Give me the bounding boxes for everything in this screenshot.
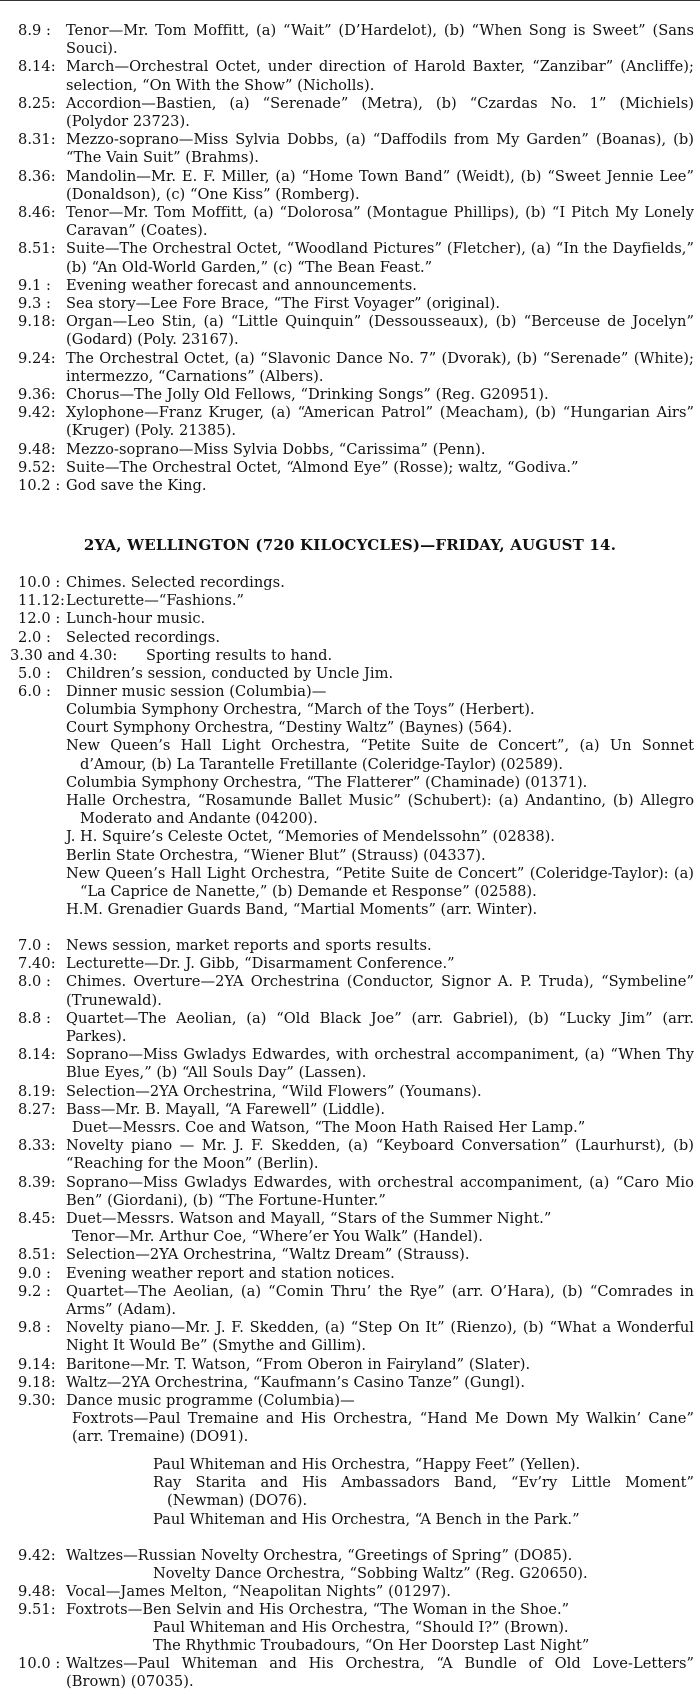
entry-time: 5.0 :	[18, 665, 52, 683]
dinner-music-list	[0, 701, 700, 919]
entry-text: Accordion—Bastien, (a) “Serenade” (Metra), (b) “Czardas No. 1” (Michiels) (Polydor 23723).	[66, 94, 694, 131]
entry-text: Tenor—Mr. Arthur Coe, “Where’er You Walk” (Handel).	[72, 1228, 483, 1246]
programme-section-2b	[0, 937, 700, 1447]
entry-time: 8.51:	[18, 240, 56, 258]
entry-time: 9.36:	[18, 386, 56, 404]
programme-entry	[0, 1046, 700, 1082]
entry-text: Foxtrots—Paul Tremaine and His Orchestra, “Hand Me Down My Walkin’ Cane” (arr. Tremaine) (DO91).	[72, 1410, 694, 1446]
entry-time: 8.25:	[18, 94, 56, 112]
entry-text: Dinner music session (Columbia)—	[66, 683, 327, 701]
entry-text: Lunch-hour music.	[66, 610, 206, 628]
entry-time: 8.31:	[18, 131, 56, 149]
entry-time: 8.51:	[18, 1246, 56, 1264]
programme-entry	[0, 58, 700, 94]
entry-time: 9.8 :	[18, 1319, 52, 1337]
sub-entry: Berlin State Orchestra, “Wiener Blut” (Strauss) (04337).	[66, 846, 486, 864]
sub-entry: Ray Starita and His Ambassadors Band, “Ev’ry Little Moment” (Newman) (DO76).	[153, 1474, 694, 1510]
programme-entry	[0, 1601, 700, 1619]
station-heading: 2YA, WELLINGTON (720 KILOCYCLES)—FRIDAY, AUGUST 14.	[83, 536, 617, 554]
entry-time: 9.14:	[18, 1355, 56, 1373]
entry-time: 9.18:	[18, 313, 56, 331]
programme-entry	[0, 1374, 700, 1392]
entry-text: Quartet—The Aeolian, (a) “Comin Thru’ the Rye” (arr. O’Hara), (b) “Comrades in Arms” (Adam).	[66, 1282, 694, 1319]
programme-entry	[0, 1319, 700, 1355]
entry-text: Evening weather report and station notices.	[66, 1264, 395, 1282]
entry-text: Chimes. Overture—2YA Orchestrina (Conductor, Signor A. P. Truda), “Symbeline” (Trunewald).	[66, 973, 694, 1009]
entry-time: 8.27:	[18, 1100, 56, 1118]
entry-time: 9.1 :	[18, 276, 52, 294]
sub-entry: Paul Whiteman and His Orchestra, “Should I?” (Brown).	[153, 1619, 569, 1636]
entry-text: Bass—Mr. B. Mayall, “A Farewell” (Liddle).	[66, 1100, 386, 1118]
entry-time: 9.0 :	[18, 1264, 52, 1282]
entry-text: Evening weather forecast and announcements.	[66, 276, 417, 294]
entry-time: 9.42:	[18, 404, 56, 422]
programme-entry	[0, 955, 700, 973]
entry-time: 9.24:	[18, 349, 56, 367]
entry-text: Chimes. Selected recordings.	[66, 574, 285, 591]
entry-time: 9.3 :	[18, 295, 52, 313]
entry-time: 8.8 :	[18, 1009, 52, 1027]
entry-text: Chorus—The Jolly Old Fellows, “Drinking Songs” (Reg. G20951).	[66, 386, 549, 404]
entry-time: 9.18:	[18, 1373, 56, 1391]
programme-entry	[0, 1101, 700, 1119]
entry-time: 7.0 :	[18, 937, 52, 954]
entry-time: 10.0 :	[18, 574, 61, 591]
sub-entry: Paul Whiteman and His Orchestra, “A Bench in the Park.”	[153, 1510, 580, 1528]
entry-time: 8.14:	[18, 58, 56, 76]
programme-entry	[0, 22, 700, 58]
entry-text: Waltzes—Paul Whiteman and His Orchestra, “A Bundle of Old Love-Letters” (Brown) (07035).	[66, 1655, 694, 1691]
programme-entry	[0, 1410, 700, 1446]
programme-entry	[0, 1547, 700, 1565]
entry-text: The Orchestral Octet, (a) “Slavonic Dance No. 7” (Dvorak), (b) “Serenade” (White); intermezzo, “Carnations” (Albers).	[66, 349, 694, 385]
programme-entry	[0, 647, 700, 665]
entry-time: 9.30:	[18, 1392, 56, 1410]
programme-entry	[0, 240, 700, 276]
programme-entry	[0, 1174, 700, 1210]
entry-text: God save the King.	[66, 477, 207, 495]
entry-time: 2.0 :	[18, 628, 52, 646]
entry-text: Mezzo-soprano—Miss Sylvia Dobbs, “Carissima” (Penn).	[66, 440, 486, 458]
programme-entry	[0, 592, 700, 610]
entry-text: Novelty piano — Mr. J. F. Skedden, (a) “Keyboard Conversation” (Laurhurst), (b) “Reaching for the Moon” (Berlin).	[66, 1137, 694, 1173]
programme-entry	[0, 937, 700, 955]
entry-text: Selection—2YA Orchestrina, “Waltz Dream” (Strauss).	[66, 1246, 470, 1264]
programme-entry	[0, 386, 700, 404]
programme-entry	[0, 131, 700, 167]
programme-entry	[0, 574, 700, 592]
entry-text: Tenor—Mr. Tom Moffitt, (a) “Dolorosa” (Montague Phillips), (b) “I Pitch My Lonely Caravan” (Coates).	[66, 204, 694, 240]
entry-text: Duet—Messrs. Coe and Watson, “The Moon Hath Raised Her Lamp.”	[72, 1119, 586, 1137]
entry-text: News session, market reports and sports results.	[66, 937, 432, 954]
entry-text: Vocal—James Melton, “Neapolitan Nights” (01297).	[66, 1583, 451, 1600]
entry-text: Sporting results to hand.	[146, 646, 333, 664]
programme-entry	[0, 477, 700, 495]
entry-text: Xylophone—Franz Kruger, (a) “American Patrol” (Meacham), (b) “Hungarian Airs” (Kruger) (Poly. 21385).	[66, 404, 694, 440]
programme-entry	[0, 610, 700, 628]
entry-text: Quartet—The Aeolian, (a) “Old Black Joe” (arr. Gabriel), (b) “Lucky Jim” (arr. Parkes).	[66, 1009, 694, 1046]
programme-entry	[0, 313, 700, 349]
programme-entry	[0, 404, 700, 440]
entry-text: Suite—The Orchestral Octet, “Almond Eye” (Rosse); waltz, “Godiva.”	[66, 458, 579, 476]
entry-text: Soprano—Miss Gwladys Edwardes, with orchestral accompaniment, (a) “Caro Mio Ben” (Giordani), (b) “The Fortune-Hunter.”	[66, 1173, 694, 1209]
entry-time: 8.39:	[18, 1173, 56, 1191]
entry-time: 7.40:	[18, 955, 56, 973]
entry-text: Novelty piano—Mr. J. F. Skedden, (a) “Step On It” (Rienzo), (b) “What a Wonderful Night It Would Be” (Smythe and Gillim).	[66, 1319, 694, 1355]
programme-entry	[0, 204, 700, 240]
entry-text: Soprano—Miss Gwladys Edwardes, with orchestral accompaniment, (a) “When Thy Blue Eyes,” (b) “All Souls Day” (Lassen).	[66, 1046, 694, 1082]
sub-entry: The Rhythmic Troubadours, “On Her Doorstep Last Night”	[153, 1637, 590, 1655]
entry-time: 12.0 :	[18, 610, 61, 628]
programme-entry	[0, 683, 700, 701]
programme-section-2c	[0, 1547, 700, 1565]
entry-time: 8.14:	[18, 1046, 56, 1064]
programme-entry	[0, 1265, 700, 1283]
entry-text: Duet—Messrs. Watson and Mayall, “Stars of the Summer Night.”	[66, 1210, 552, 1228]
entry-text: Selected recordings.	[66, 628, 221, 646]
dance-list-2	[0, 1565, 700, 1583]
entry-time: 10.2 :	[18, 477, 61, 495]
entry-text: Mandolin—Mr. E. F. Miller, (a) “Home Town Band” (Weidt), (b) “Sweet Jennie Lee” (Donaldson), (c) “One Kiss” (Romberg).	[66, 167, 694, 203]
sub-entry: Columbia Symphony Orchestra, “March of the Toys” (Herbert).	[66, 701, 535, 718]
entry-time: 9.52:	[18, 458, 56, 476]
sub-entry: J. H. Squire’s Celeste Octet, “Memories of Mendelssohn” (02838).	[66, 828, 555, 846]
programme-entry	[0, 1083, 700, 1101]
entry-text: March—Orchestral Octet, under direction of Harold Baxter, “Zanzibar” (Ancliffe); selection, “On With the Show” (Nicholls).	[66, 58, 694, 94]
entry-text: Dance music programme (Columbia)—	[66, 1392, 355, 1410]
entry-text: Selection—2YA Orchestrina, “Wild Flowers” (Youmans).	[66, 1082, 482, 1100]
entry-time: 8.9 :	[18, 22, 52, 39]
programme-entry	[0, 1392, 700, 1410]
entry-time: 9.48:	[18, 440, 56, 458]
programme-entry	[0, 277, 700, 295]
programme-entry	[0, 350, 700, 386]
programme-entry	[0, 973, 700, 1009]
programme-entry	[0, 95, 700, 131]
sub-entry: Halle Orchestra, “Rosamunde Ballet Music” (Schubert): (a) Andantino, (b) Allegro Moderato and Andante (04200).	[66, 792, 694, 828]
entry-time: 11.12:	[18, 592, 65, 610]
sub-entry: Court Symphony Orchestra, “Destiny Waltz” (Baynes) (564).	[66, 719, 513, 737]
entry-text: Tenor—Mr. Tom Moffitt, (a) “Wait” (D’Hardelot), (b) “When Song is Sweet” (Sans Souci).	[66, 22, 694, 58]
programme-entry	[0, 441, 700, 459]
programme-entry	[0, 1246, 700, 1264]
entry-time: 9.51:	[18, 1601, 56, 1619]
programme-entry	[0, 1210, 700, 1228]
entry-time: 8.36:	[18, 167, 56, 185]
dance-list-1	[0, 1456, 700, 1529]
entry-text: Lecturette—Dr. J. Gibb, “Disarmament Conference.”	[66, 955, 455, 973]
sub-entry: New Queen’s Hall Light Orchestra, “Petite Suite de Concert” (Coleridge-Taylor): (a) “La Caprice de Nanette,” (b) Demande et Response” (02588).	[66, 864, 694, 901]
sub-entry: H.M. Grenadier Guards Band, “Martial Moments” (arr. Winter).	[66, 901, 538, 919]
entry-time: 9.48:	[18, 1583, 56, 1600]
sub-entry: Paul Whiteman and His Orchestra, “Happy Feet” (Yellen).	[153, 1456, 581, 1473]
entry-time: 9.2 :	[18, 1282, 52, 1300]
programme-entry	[0, 1356, 700, 1374]
entry-text: Baritone—Mr. T. Watson, “From Oberon in Fairyland” (Slater).	[66, 1355, 531, 1373]
entry-text: Waltzes—Russian Novelty Orchestra, “Greetings of Spring” (DO85).	[66, 1547, 573, 1564]
entry-time: 8.33:	[18, 1137, 56, 1155]
entry-time: 9.42:	[18, 1547, 56, 1564]
top-rule	[0, 0, 700, 1]
programme-entry	[0, 1010, 700, 1046]
programme-entry	[0, 1137, 700, 1173]
programme-entry	[0, 1228, 700, 1246]
programme-entry	[0, 295, 700, 313]
entry-text: Foxtrots—Ben Selvin and His Orchestra, “The Woman in the Shoe.”	[66, 1601, 570, 1619]
entry-text: Mezzo-soprano—Miss Sylvia Dobbs, (a) “Daffodils from My Garden” (Boanas), (b) “The Vain Suit” (Brahms).	[66, 131, 694, 167]
programme-section-2a	[0, 574, 700, 701]
programme-entry	[0, 1119, 700, 1137]
programme-entry	[0, 665, 700, 683]
entry-time: 8.46:	[18, 204, 56, 222]
entry-time: 8.45:	[18, 1210, 56, 1228]
entry-time: 8.0 :	[18, 973, 52, 991]
programme-section-1	[0, 22, 700, 495]
programme-entry	[0, 168, 700, 204]
sub-entry: Columbia Symphony Orchestra, “The Flatterer” (Chaminade) (01371).	[66, 773, 588, 791]
dance-list-3	[0, 1619, 700, 1655]
entry-text: Suite—The Orchestral Octet, “Woodland Pictures” (Fletcher), (a) “In the Dayfields,” (b) “An Old-World Garden,” (c) “The Bean Feast.”	[66, 240, 694, 276]
programme-entry	[0, 1283, 700, 1319]
programme-section-2d	[0, 1583, 700, 1619]
programme-entry	[0, 1655, 700, 1691]
entry-text: Organ—Leo Stin, (a) “Little Quinquin” (Dessousseaux), (b) “Berceuse de Jocelyn” (Godard) (Poly. 23167).	[66, 313, 694, 349]
entry-text: Lecturette—“Fashions.”	[66, 592, 245, 610]
programme-entry	[0, 629, 700, 647]
entry-time: 10.0 :	[18, 1655, 61, 1672]
entry-time: 8.19:	[18, 1082, 56, 1100]
entry-text: Sea story—Lee Fore Brace, “The First Voyager” (original).	[66, 295, 501, 313]
sub-entry: New Queen’s Hall Light Orchestra, “Petite Suite de Concert”, (a) Un Sonnet d’Amour, (b) La Tarantelle Fretillante (Coleridge-Taylor) (02589).	[66, 737, 694, 773]
entry-text: Waltz—2YA Orchestrina, “Kaufmann’s Casino Tanze” (Gungl).	[66, 1373, 526, 1391]
programme-section-2e	[0, 1655, 700, 1691]
entry-time: 6.0 :	[18, 683, 52, 701]
entry-time: 3.30 and 4.30:	[10, 646, 118, 664]
sub-entry: Novelty Dance Orchestra, “Sobbing Waltz” (Reg. G20650).	[153, 1565, 588, 1582]
entry-text: Children’s session, conducted by Uncle Jim.	[66, 665, 394, 683]
programme-entry	[0, 459, 700, 477]
programme-entry	[0, 1583, 700, 1601]
station-heading-wrap	[0, 536, 700, 554]
